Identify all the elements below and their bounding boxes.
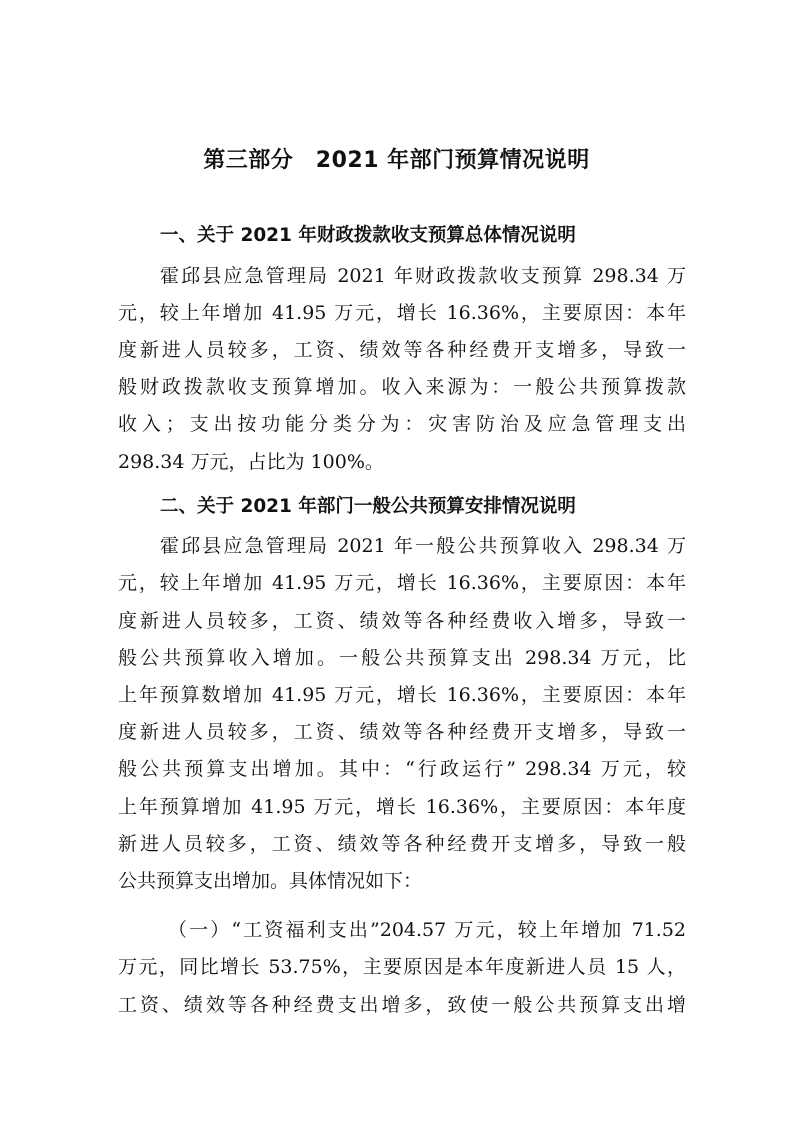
section1-line-6: 298.34 万元，占比为 100%。 <box>118 451 384 473</box>
section2-line-2: 元，较上年增加 41.95 万元，增长 16.36%，主要原因：本年 <box>118 572 686 594</box>
section2-line-6: 度新进人员较多，工资、绩效等各种经费开支增多，导致一 <box>118 721 686 743</box>
section2-line-5: 上年预算数增加 41.95 万元，增长 16.36%，主要原因：本年 <box>118 684 686 706</box>
page-title: 第三部分 2021 年部门预算情况说明 <box>203 148 590 173</box>
section1-heading: 一、关于 2021 年财政拨款收支预算总体情况说明 <box>160 225 576 246</box>
section1-line-3: 度新进人员较多，工资、绩效等各种经费开支增多，导致一 <box>118 339 686 361</box>
subsection1-line-2: 万元，同比增长 53.75%，主要原因是本年度新进人员 15 人， <box>118 956 686 978</box>
section1-line-1: 霍邱县应急管理局 2021 年财政拨款收支预算 298.34 万 <box>160 265 686 287</box>
subsection1-line-1: （一）“工资福利支出”204.57 万元，较上年增加 71.52 <box>168 919 686 941</box>
section2-line-9: 新进人员较多，工资、绩效等各种经费开支增多，导致一般 <box>118 833 686 855</box>
section2-heading: 二、关于 2021 年部门一般公共预算安排情况说明 <box>160 496 576 517</box>
section1-line-5: 收入；支出按功能分类分为：灾害防治及应急管理支出 <box>118 413 686 435</box>
section2-line-10: 公共预算支出增加。具体情况如下： <box>118 870 423 892</box>
section2-line-8: 上年预算增加 41.95 万元，增长 16.36%，主要原因：本年度 <box>118 796 686 818</box>
section2-line-7: 般公共预算支出增加。其中：“行政运行” 298.34 万元，较 <box>118 758 686 780</box>
section2-line-4: 般公共预算收入增加。一般公共预算支出 298.34 万元，比 <box>118 647 686 669</box>
section2-line-1: 霍邱县应急管理局 2021 年一般公共预算收入 298.34 万 <box>160 535 686 557</box>
section1-line-2: 元，较上年增加 41.95 万元，增长 16.36%，主要原因：本年 <box>118 302 686 324</box>
section1-line-4: 般财政拨款收支预算增加。收入来源为：一般公共预算拨款 <box>118 376 686 398</box>
section2-line-3: 度新进人员较多，工资、绩效等各种经费收入增多，导致一 <box>118 610 686 632</box>
subsection1-line-3: 工资、绩效等各种经费支出增多，致使一般公共预算支出增 <box>118 994 686 1016</box>
